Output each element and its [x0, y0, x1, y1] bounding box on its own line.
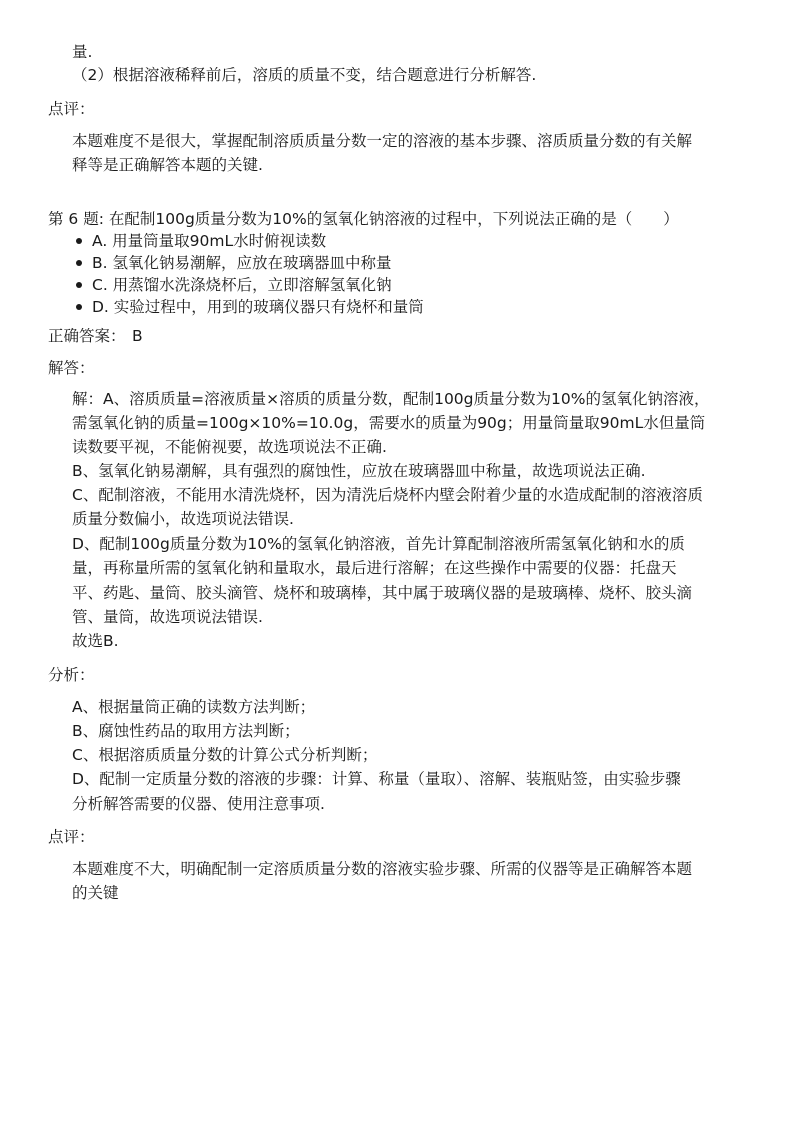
jieda-line: 量，再称量所需的氢氧化钠和量取水，最后进行溶解；在这些操作中需要的仪器：托盘天: [72, 559, 677, 577]
answer-value: B: [132, 327, 143, 345]
prev-jieda-2: （2）根据溶液稀释前后，溶质的质量不变，结合题意进行分析解答.: [72, 66, 537, 84]
jieda-line: 质量分数偏小，故选项说法错误.: [72, 510, 294, 528]
bullet-icon: [76, 260, 82, 266]
bullet-icon: [76, 282, 82, 288]
fenxi-label: 分析：: [48, 666, 95, 684]
jieda-line: 读数要平视，不能俯视要，故选项说法不正确.: [72, 438, 387, 456]
fenxi-line: D、配制一定质量分数的溶液的步骤：计算、称量（量取）、溶解、装瓶贴签，由实验步骤: [72, 770, 681, 788]
jieda-label: 解答：: [48, 359, 95, 377]
fenxi-line: C、根据溶质质量分数的计算公式分析判断；: [72, 746, 378, 764]
jieda-line: 故选B.: [72, 632, 119, 650]
prev-jieda-tail: 量.: [72, 43, 93, 61]
jieda-line: C、配制溶液，不能用水清洗烧杯，因为清洗后烧杯内壁会附着少量的水造成配制的溶液溶质: [72, 486, 703, 504]
jieda-line: B、氢氧化钠易潮解，具有强烈的腐蚀性，应放在玻璃器皿中称量，故选项说法正确.: [72, 462, 646, 480]
dianping-label: 点评：: [48, 828, 95, 846]
prev-dianping-label: 点评：: [48, 100, 95, 118]
prev-dianping-line: 释等是正确解答本题的关键.: [72, 156, 263, 174]
bullet-icon: [76, 304, 82, 310]
prev-dianping-line: 本题难度不是很大，掌握配制溶质质量分数一定的溶液的基本步骤、溶质质量分数的有关解: [72, 132, 693, 150]
fenxi-line: A、根据量筒正确的读数方法判断；: [72, 698, 316, 716]
jieda-line: 需氢氧化钠的质量=100g×10%=10.0g，需要水的质量为90g；用量筒量取90mL水但量筒: [72, 414, 706, 432]
dianping-line: 的关键: [72, 884, 119, 902]
jieda-line: D、配制100g质量分数为10%的氢氧化钠溶液，首先计算配制溶液所需氢氧化钠和水的质: [72, 535, 685, 553]
option-c: C. 用蒸馏水洗涤烧杯后，立即溶解氢氧化钠: [92, 276, 392, 294]
dianping-line: 本题难度不大，明确配制一定溶质质量分数的溶液实验步骤、所需的仪器等是正确解答本题: [72, 860, 693, 878]
fenxi-line: 分析解答需要的仪器、使用注意事项.: [72, 795, 325, 813]
question-6-title: 第 6 题: 在配制100g质量分数为10%的氢氧化钠溶液的过程中，下列说法正确的是（ ）: [48, 210, 679, 228]
jieda-line: 管、量筒，故选项说法错误.: [72, 608, 263, 626]
option-d: D. 实验过程中，用到的玻璃仪器只有烧杯和量筒: [92, 298, 424, 316]
jieda-line: 平、药匙、量筒、胶头滴管、烧杯和玻璃棒，其中属于玻璃仪器的是玻璃棒、烧杯、胶头滴: [72, 584, 693, 602]
bullet-icon: [76, 238, 82, 244]
option-b: B. 氢氧化钠易潮解，应放在玻璃器皿中称量: [92, 254, 392, 272]
option-a: A. 用量筒量取90mL水时俯视读数: [92, 232, 327, 250]
fenxi-line: B、腐蚀性药品的取用方法判断；: [72, 722, 300, 740]
jieda-line: 解：A、溶质质量=溶液质量×溶质的质量分数，配制100g质量分数为10%的氢氧化钠溶液，: [72, 390, 710, 408]
answer-label: 正确答案：: [48, 327, 126, 345]
